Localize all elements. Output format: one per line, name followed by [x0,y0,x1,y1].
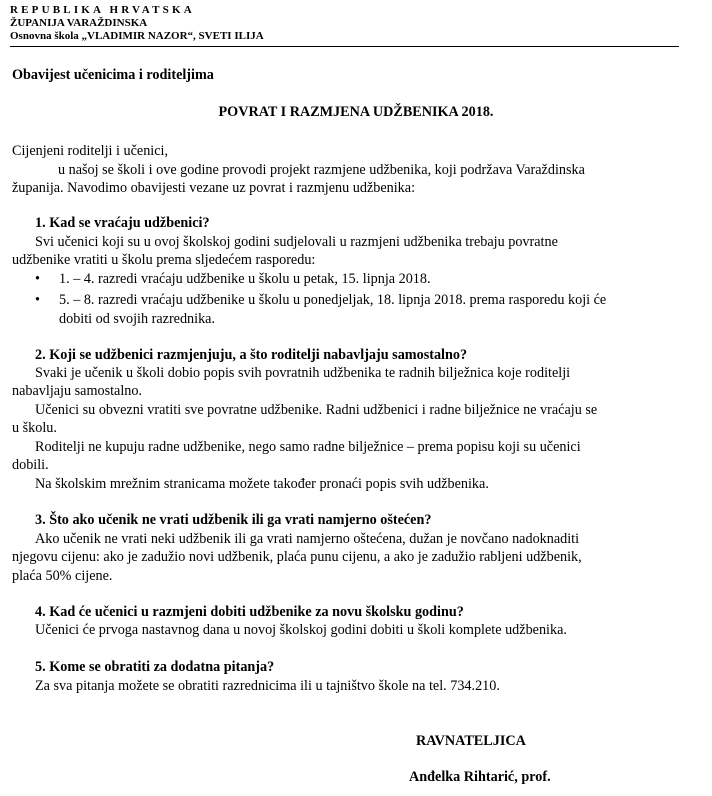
bullet-text: 1. – 4. razredi vraćaju udžbenike u školu u petak, 15. lipnja 2018. [59,271,431,287]
letterhead-county: ŽUPANIJA VARAŽDINSKA [10,17,148,29]
section-5-heading: 5. Kome se obratiti za dodatna pitanja? [35,659,275,675]
section-2-text: nabavljaju samostalno. [12,383,143,399]
section-4-text: Učenici će prvoga nastavnog dana u novoj školskoj godini dobiti u školi komplete udžbenika. [35,622,567,638]
section-2-heading: 2. Koji se udžbenici razmjenjuju, a što roditelji nabavljaju samostalno? [35,347,468,363]
letterhead [10,4,264,43]
section-2-text: Roditelji ne kupuju radne udžbenike, nego samo radne bilježnice – prema popisu koji su učenici [35,439,581,455]
header-divider [10,46,679,47]
section-1-text: Svi učenici koji su u ovoj školskoj godini sudjelovali u razmjeni udžbenika trebaju povratne [35,234,558,250]
bullet-icon: • [35,271,40,287]
letterhead-country: REPUBLIKA HRVATSKA [10,4,195,16]
section-1-heading: 1. Kad se vraćaju udžbenici? [35,215,210,231]
greeting: Cijenjeni roditelji i učenici, [12,143,169,159]
document-title: POVRAT I RAZMJENA UDŽBENIKA 2018. [218,104,494,120]
section-2-text: dobili. [12,457,49,473]
section-1-text: udžbenike vratiti u školu prema sljedećem rasporedu: [12,252,316,268]
section-2-text: Na školskim mrežnim stranicama možete također pronaći popis svih udžbenika. [35,476,489,492]
bullet-icon: • [35,292,40,308]
section-2-text: Svaki je učenik u školi dobio popis svih povratnih udžbenika te radnih bilježnica koje roditelji [35,365,571,381]
section-3-text: plaća 50% cijene. [12,568,113,584]
section-5-text: Za sva pitanja možete se obratiti razrednicima ili u tajništvo škole na tel. 734.210. [35,678,500,694]
intro-line: u našoj se školi i ove godine provodi projekt razmjene udžbenika, koji podržava Varaždinska [58,162,585,178]
section-3-text: njegovu cijenu: ako je zadužio novi udžbenik, plaća punu cijenu, a ako je zadužio rabljeni udžbenik, [12,549,582,565]
section-2-text: Učenici su obvezni vratiti sve povratne udžbenike. Radni udžbenici i radne bilježnice ne vraćaju se [35,402,598,418]
letterhead-school: Osnovna škola „VLADIMIR NAZOR“, SVETI ILIJA [10,30,264,42]
section-4-heading: 4. Kad će učenici u razmjeni dobiti udžbenike za novu školsku godinu? [35,604,464,620]
signature-role: RAVNATELJICA [416,733,526,749]
notice-label: Obavijest učenicima i roditeljima [12,67,214,83]
intro-line: županija. Navodimo obavijesti vezane uz povrat i razmjenu udžbenika: [12,180,416,196]
section-3-text: Ako učenik ne vrati neki udžbenik ili ga vrati namjerno oštećena, dužan je novčano nadoknaditi [35,531,580,547]
bullet-text: 5. – 8. razredi vraćaju udžbenike u školu u ponedjeljak, 18. lipnja 2018. prema rasporedu koji će [59,292,607,308]
signature-name: Anđelka Rihtarić, prof. [409,769,551,785]
bullet-text-cont: dobiti od svojih razrednika. [59,311,216,327]
section-3-heading: 3. Što ako učenik ne vrati udžbenik ili ga vrati namjerno oštećen? [35,512,432,528]
section-2-text: u školu. [12,420,57,436]
